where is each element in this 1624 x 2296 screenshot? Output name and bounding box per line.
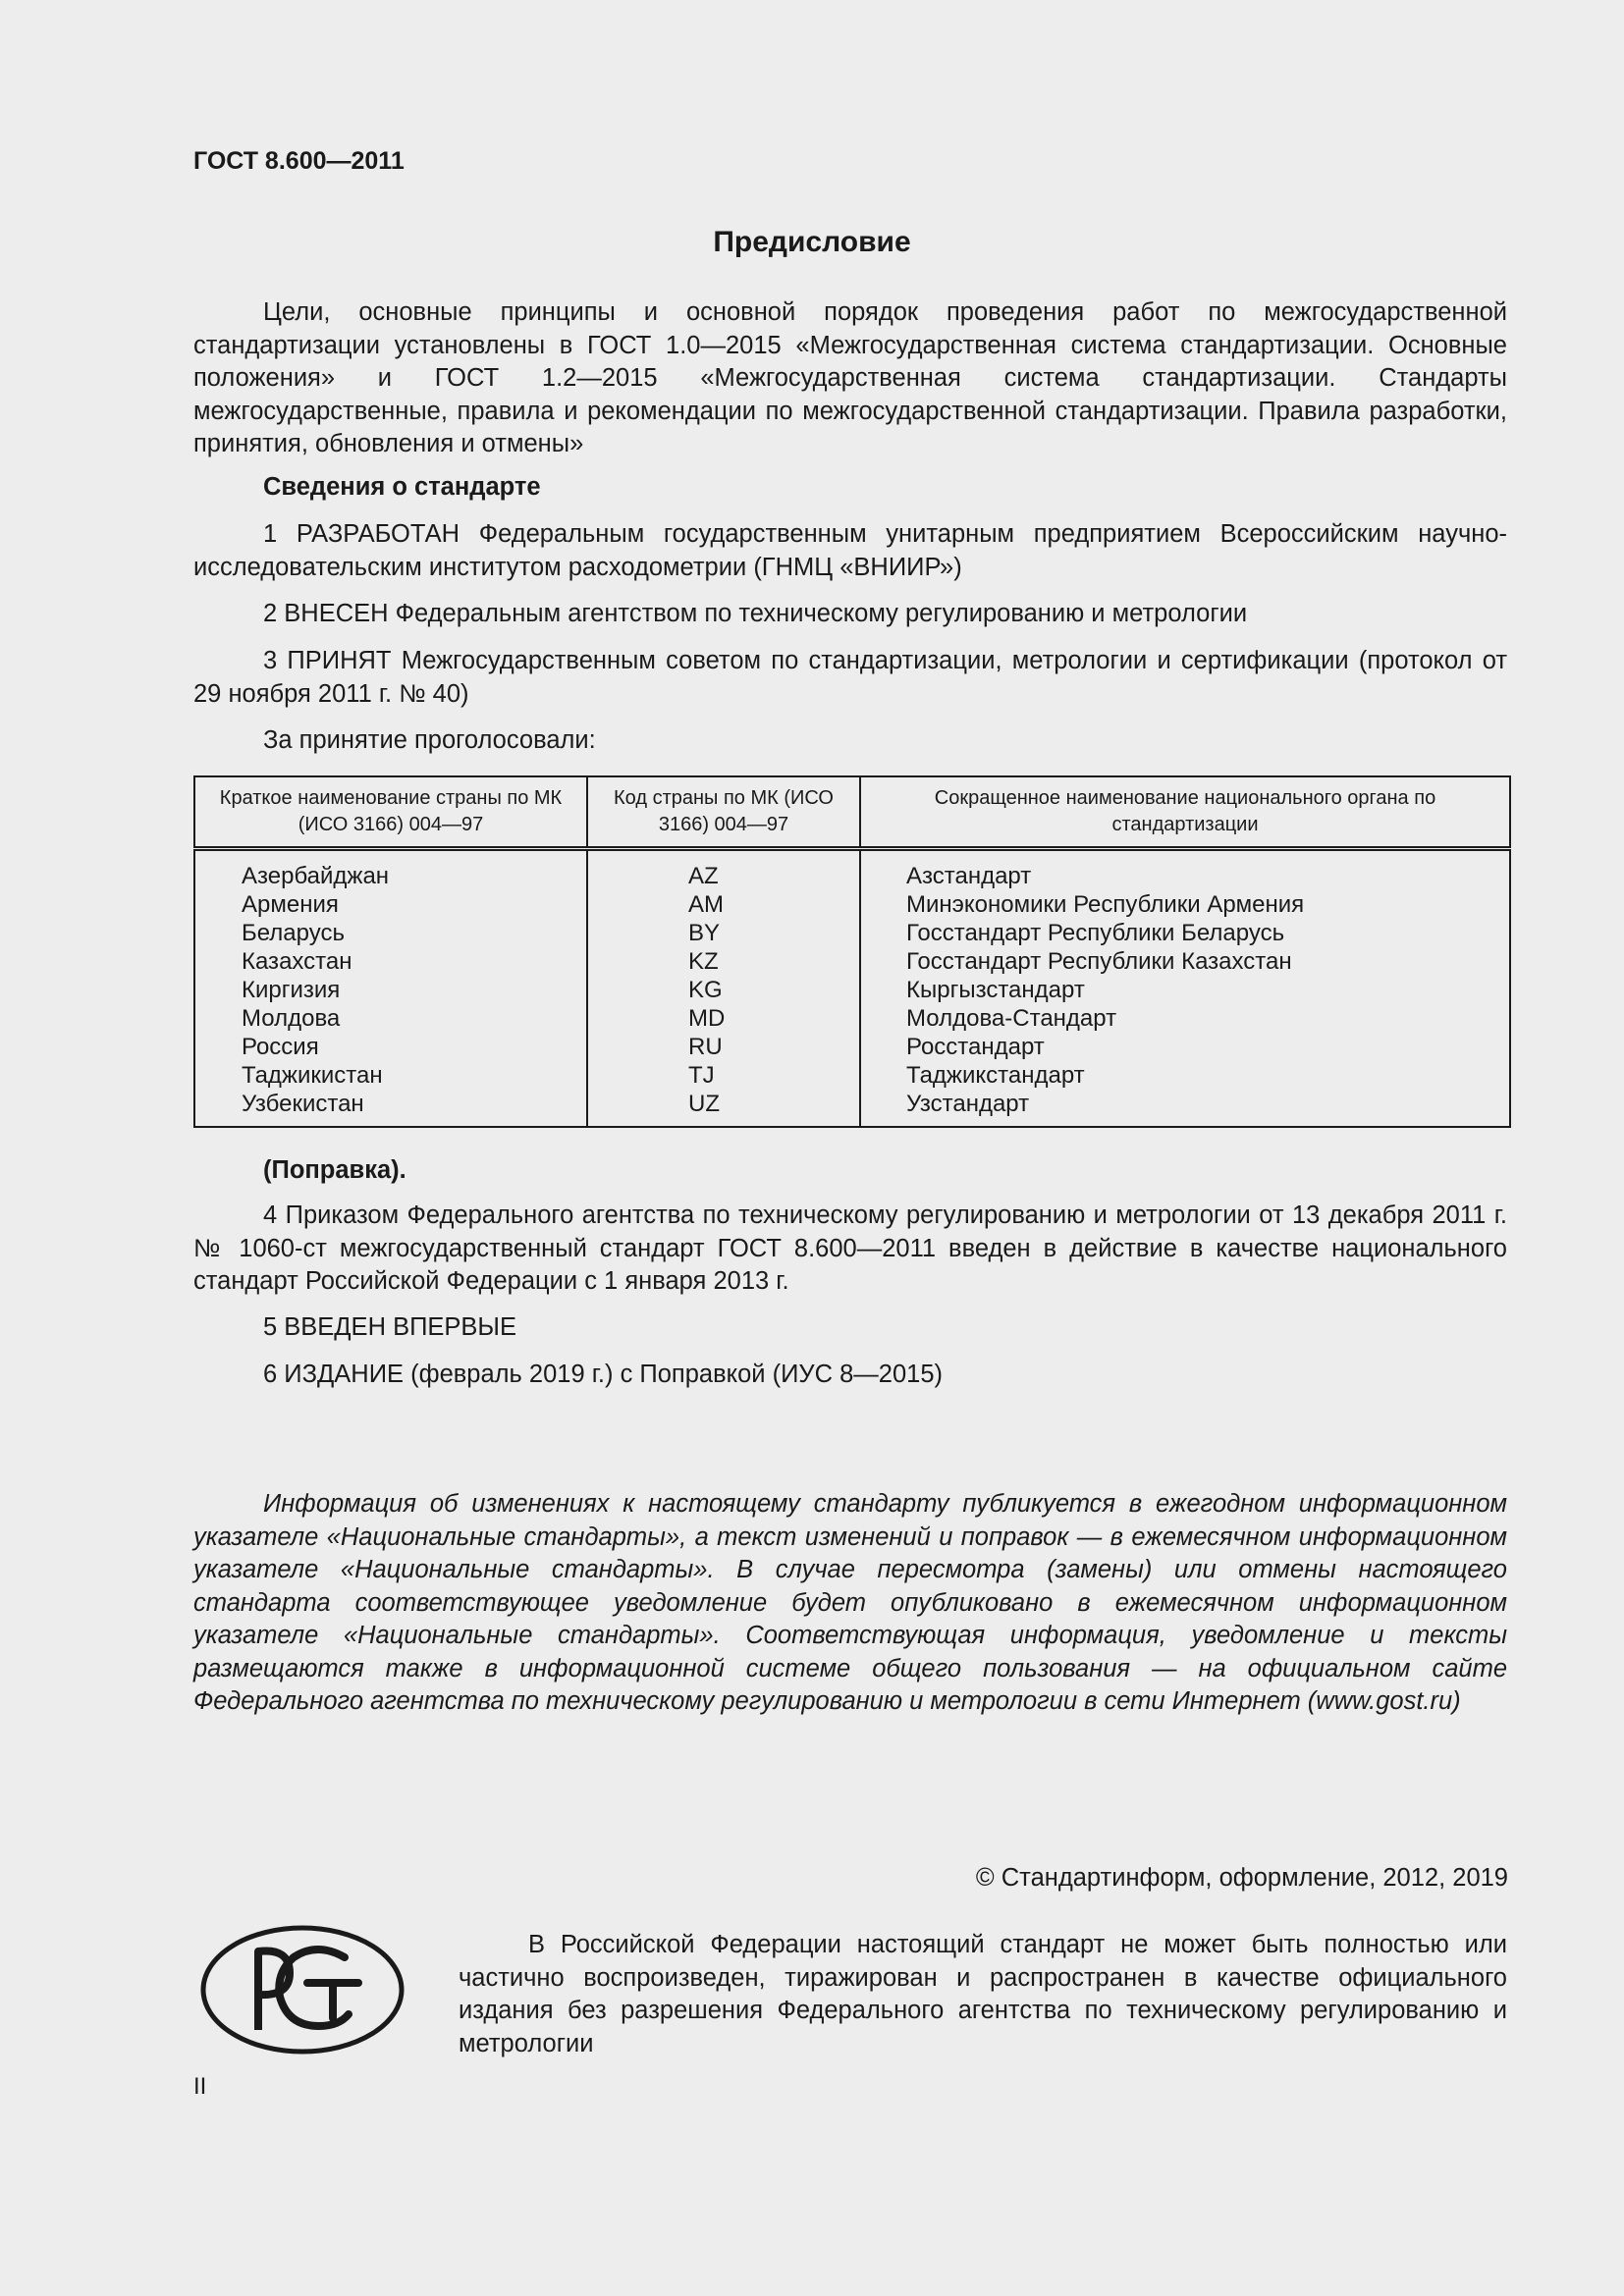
table-cell-body: Азстандарт bbox=[906, 863, 1032, 889]
item-developed: 1 РАЗРАБОТАН Федеральным государственным унитарным предприятием Всероссийским научно-исследовательским институтом расходометрии (ГНМЦ «ВНИИР») bbox=[193, 520, 1507, 581]
table-cell-body: Узстандарт bbox=[906, 1091, 1030, 1117]
voting-table-wrapper bbox=[193, 775, 1511, 1128]
item-first-introduced: 5 ВВЕДЕН ВПЕРВЫЕ bbox=[263, 1313, 517, 1341]
table-cell-body: Госстандарт Республики Беларусь bbox=[906, 920, 1285, 946]
table-cell-code: KZ bbox=[688, 948, 719, 975]
table-cell-body: Росстандарт bbox=[906, 1034, 1045, 1060]
body-column bbox=[860, 849, 1510, 1128]
table-cell-body: Госстандарт Республики Казахстан bbox=[906, 948, 1292, 975]
table-cell-country: Армения bbox=[242, 891, 339, 918]
rights-notice: В Российской Федерации настоящий стандарт не может быть полностью или частично воспроизведен, тиражирован и распространен в качестве официального издания без разрешения Федерального агентства по техническому регулированию и метрологии bbox=[459, 1931, 1507, 2057]
table-cell-country: Казахстан bbox=[242, 948, 352, 975]
item-submitted: 2 ВНЕСЕН Федеральным агентством по техническому регулированию и метрологии bbox=[263, 600, 1248, 627]
page-number: II bbox=[193, 2073, 207, 2100]
notice-paragraph: Информация об изменениях к настоящему стандарту публикуется в ежегодном информационном указателе «Национальные стандарты», а текст изменений и поправок — в ежемесячном информационном указателе «Национальные стандарты». В случае пересмотра (замены) или отмены настоящего стандарта соответствующее уведомление будет опубликовано в ежемесячном информационном указателе «Национальные стандарты». Соответствующая информация, уведомление и тексты размещаются также в информационной системе общего пользования — на официальном сайте Федерального агентства по техническому регулированию и метрологии в сети Интернет (www.gost.ru) bbox=[193, 1490, 1507, 1715]
document-id: ГОСТ 8.600—2011 bbox=[193, 147, 405, 175]
table-cell-country: Азербайджан bbox=[242, 863, 390, 889]
amendment-note: (Поправка). bbox=[263, 1156, 406, 1184]
code-column bbox=[587, 849, 860, 1128]
table-cell-code: AM bbox=[688, 891, 724, 918]
item-edition: 6 ИЗДАНИЕ (февраль 2019 г.) с Поправкой (ИУС 8—2015) bbox=[263, 1361, 944, 1388]
vote-intro: За принятие проголосовали: bbox=[263, 726, 596, 754]
table-cell-code: KG bbox=[688, 977, 723, 1003]
table-cell-body: Таджикстандарт bbox=[906, 1062, 1085, 1089]
table-body-row bbox=[194, 849, 1510, 1128]
table-cell-country: Киргизия bbox=[242, 977, 341, 1003]
country-column bbox=[194, 849, 587, 1128]
info-heading: Сведения о стандарте bbox=[263, 473, 541, 501]
table-cell-code: RU bbox=[688, 1034, 723, 1060]
table-cell-code: MD bbox=[688, 1005, 726, 1032]
intro-paragraph: Цели, основные принципы и основной порядок проведения работ по межгосударственной стандартизации установлены в ГОСТ 1.0—2015 «Межгосударственная система стандартизации. Основные положения» и ГОСТ 1.2—2015 «Межгосударственная система стандартизации. Стандарты межгосударственные, правила и рекомендации по межгосударственной стандартизации. Правила разработки, принятия, обновления и отмены» bbox=[193, 298, 1507, 457]
copyright: © Стандартинформ, оформление, 2012, 2019 bbox=[975, 1864, 1508, 1892]
table-cell-code: TJ bbox=[688, 1062, 715, 1089]
page-title: Предисловие bbox=[713, 226, 911, 258]
table-cell-body: Минэкономики Республики Армения bbox=[906, 891, 1305, 918]
item-adopted: 3 ПРИНЯТ Межгосударственным советом по стандартизации, метрологии и сертификации (протокол от 29 ноября 2011 г. № 40) bbox=[193, 647, 1507, 708]
header-body: Сокращенное наименование национального органа по стандартизации bbox=[860, 776, 1510, 849]
table-cell-body: Молдова-Стандарт bbox=[906, 1005, 1117, 1032]
table-cell-country: Россия bbox=[242, 1034, 319, 1060]
table-header-row bbox=[194, 776, 1510, 849]
rst-logo-icon bbox=[199, 1924, 406, 2060]
table-cell-body: Кыргызстандарт bbox=[906, 977, 1085, 1003]
table-cell-country: Узбекистан bbox=[242, 1091, 364, 1117]
table-cell-code: BY bbox=[688, 920, 721, 946]
table-cell-country: Таджикистан bbox=[242, 1062, 383, 1089]
header-code: Код страны по МК (ИСО 3166) 004—97 bbox=[587, 776, 860, 849]
table-cell-code: UZ bbox=[688, 1091, 720, 1117]
table-cell-country: Беларусь bbox=[242, 920, 345, 946]
table-cell-code: AZ bbox=[688, 863, 719, 889]
item-enacted: 4 Приказом Федерального агентства по техническому регулированию и метрологии от 13 декабря 2011 г. № 1060-ст межгосударственный стандарт ГОСТ 8.600—2011 введен в действие в качестве национального стандарт Российской Федерации с 1 января 2013 г. bbox=[193, 1201, 1507, 1295]
header-country: Краткое наименование страны по МК (ИСО 3166) 004—97 bbox=[194, 776, 587, 849]
table-cell-country: Молдова bbox=[242, 1005, 341, 1032]
voting-table bbox=[193, 775, 1511, 1128]
